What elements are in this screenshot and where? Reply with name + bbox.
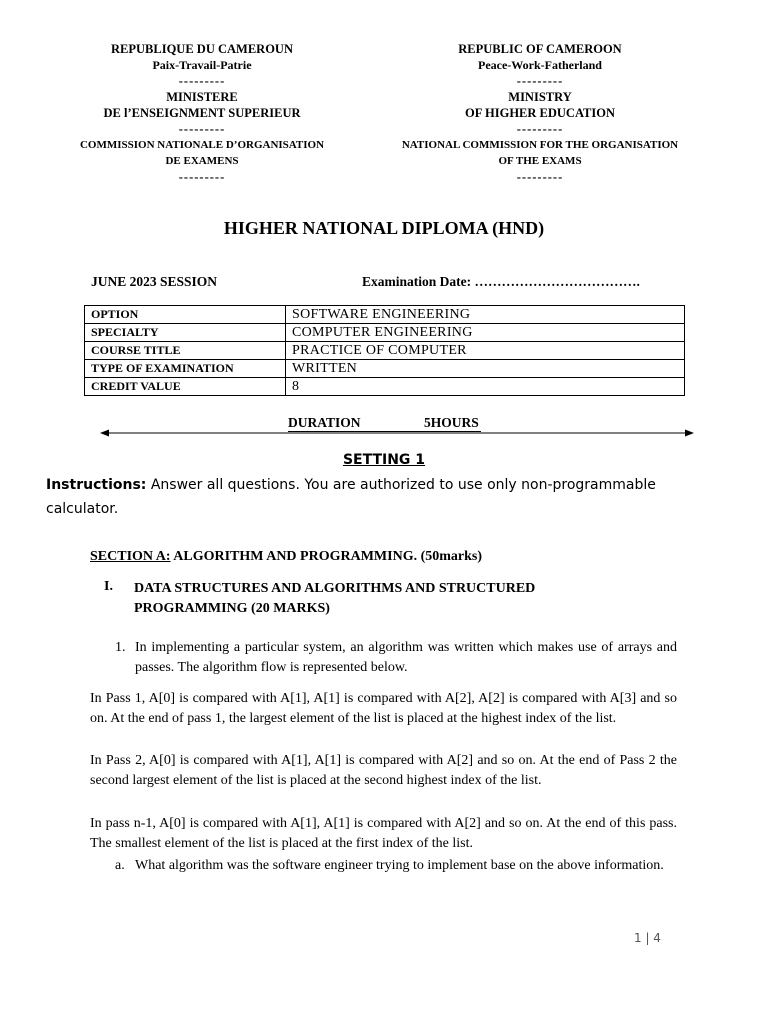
- page-number: 1 | 4: [634, 931, 661, 945]
- section-a-label: SECTION A:: [90, 549, 171, 564]
- setting-heading: SETTING 1: [342, 452, 426, 468]
- separator: ---------: [178, 74, 226, 88]
- table-row: [85, 360, 685, 378]
- part-i-title: DATA STRUCTURES AND ALGORITHMS AND STRUCTURED PROGRAMMING (20 MARKS): [134, 581, 536, 616]
- question-a-text: What algorithm was the software engineer trying to implement base on the above information.: [135, 858, 664, 873]
- section-a-text: ALGORITHM AND PROGRAMMING. (50marks): [170, 549, 483, 564]
- country-en: REPUBLIC OF CAMEROON: [458, 42, 622, 56]
- ministry-en-line1: MINISTRY: [508, 90, 572, 104]
- question-a-letter: a.: [115, 858, 125, 873]
- instructions: [46, 473, 696, 521]
- exam-date: Examination Date: ……………………………….: [362, 274, 640, 289]
- table-row: [85, 324, 685, 342]
- session: JUNE 2023 SESSION: [91, 274, 218, 289]
- option-value: SOFTWARE ENGINEERING: [286, 306, 685, 324]
- table-row: [85, 342, 685, 360]
- separator: ---------: [178, 170, 226, 184]
- pass-1-paragraph: In Pass 1, A[0] is compared with A[1], A[1] is compared with A[2], A[2] is compared with A[3] and so on. At the end of pass 1, the largest element of the list is placed at the highest index of the list.: [90, 691, 677, 726]
- pass-n-paragraph: In pass n-1, A[0] is compared with A[1], A[1] is compared with A[2] and so on. At the end of this pass. The smallest element of the list is placed at the first index of the list.: [90, 816, 677, 851]
- instructions-text: Answer all questions. You are authorized to use only non-programmable calculator.: [46, 477, 656, 517]
- motto-fr: Paix-Travail-Patrie: [152, 58, 252, 72]
- option-label: OPTION: [85, 306, 286, 324]
- commission-fr-line1: COMMISSION NATIONALE D’ORGANISATION: [79, 139, 325, 151]
- question-1-number: 1.: [115, 640, 126, 655]
- motto-en: Peace-Work-Fatherland: [478, 58, 602, 72]
- course-info-table: [84, 305, 685, 396]
- exam-type-value: WRITTEN: [286, 360, 685, 378]
- credit-value-label: CREDIT VALUE: [85, 378, 286, 396]
- header-left: [40, 41, 364, 185]
- exam-title: HIGHER NATIONAL DIPLOMA (HND): [223, 218, 545, 238]
- part-i-numeral: I.: [104, 579, 113, 594]
- ministry-en-line2: OF HIGHER EDUCATION: [464, 106, 615, 120]
- specialty-label: SPECIALTY: [85, 324, 286, 342]
- double-arrow-icon: [100, 426, 694, 440]
- country-fr: REPUBLIQUE DU CAMEROUN: [111, 42, 293, 56]
- course-title-value: PRACTICE OF COMPUTER: [286, 342, 685, 360]
- table-row: [85, 306, 685, 324]
- question-1-text: In implementing a particular system, an algorithm was written which makes use of arrays and passes. The algorithm flow is represented below.: [135, 640, 677, 675]
- commission-en-line1: NATIONAL COMMISSION FOR THE ORGANISATION: [401, 139, 679, 151]
- ministry-fr-line1: MINISTERE: [166, 90, 238, 104]
- header-right: [370, 41, 710, 185]
- separator: ---------: [516, 122, 564, 136]
- pass-2-paragraph: In Pass 2, A[0] is compared with A[1], A[1] is compared with A[2] and so on. At the end of Pass 2 the second largest element of the list is placed at the second highest index of the list.: [90, 753, 677, 788]
- specialty-value: COMPUTER ENGINEERING: [286, 324, 685, 342]
- commission-fr-line2: DE EXAMENS: [165, 155, 239, 167]
- separator: ---------: [178, 122, 226, 136]
- section-a-heading: [90, 549, 482, 565]
- course-title-label: COURSE TITLE: [85, 342, 286, 360]
- duration-value: 5HOURS: [424, 415, 479, 430]
- commission-en-line2: OF THE EXAMS: [498, 155, 582, 167]
- exam-type-label: TYPE OF EXAMINATION: [85, 360, 286, 378]
- separator: ---------: [516, 74, 564, 88]
- instructions-label: Instructions:: [46, 477, 147, 493]
- separator: ---------: [516, 170, 564, 184]
- ministry-fr-line2: DE l’ENSEIGNMENT SUPERIEUR: [103, 106, 301, 120]
- table-row: [85, 378, 685, 396]
- credit-value-value: 8: [286, 378, 685, 396]
- duration-label: DURATION: [288, 415, 361, 430]
